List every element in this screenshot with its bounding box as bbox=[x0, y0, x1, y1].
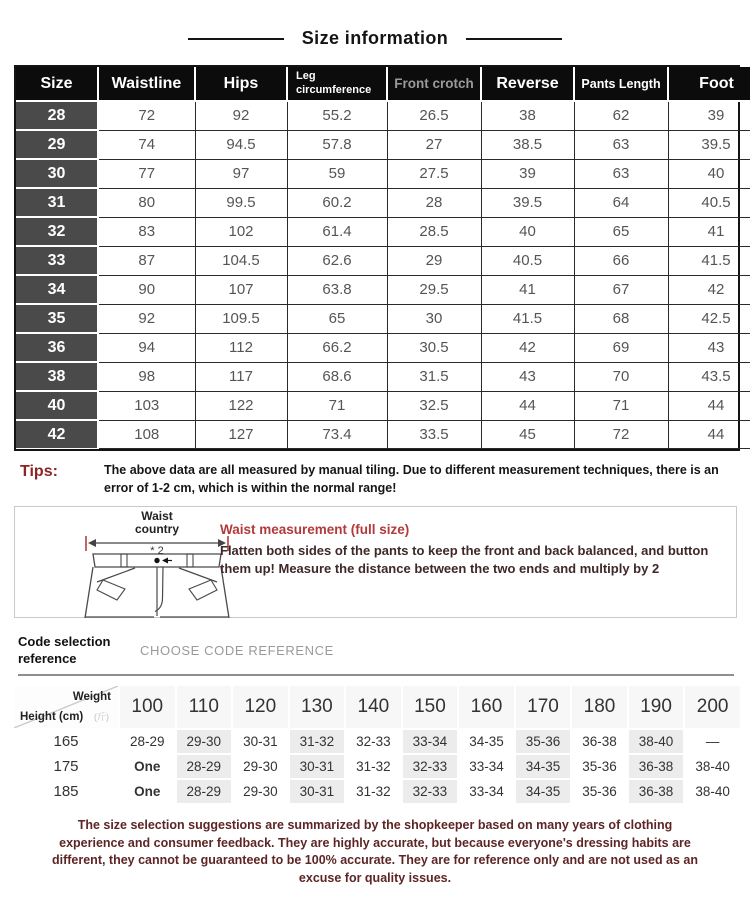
size-row bbox=[16, 275, 750, 304]
measurement-cell: 122 bbox=[195, 391, 287, 420]
tips-section bbox=[20, 461, 730, 499]
col-header-pants-length: Pants Length bbox=[574, 67, 668, 101]
tips-text: The above data are all measured by manual tiling. Due to different measurement techniques, there is an error of 1-2 cm, which is within the normal range! bbox=[104, 462, 719, 496]
weight-header-100: 100 bbox=[120, 686, 175, 728]
measurement-cell: 27.5 bbox=[387, 159, 481, 188]
waist-country-label bbox=[77, 510, 237, 536]
measurement-cell: 38 bbox=[481, 101, 574, 130]
size-table-wrap bbox=[14, 65, 740, 451]
measurement-cell: 104.5 bbox=[195, 246, 287, 275]
measurement-cell: 39.5 bbox=[668, 130, 750, 159]
measurement-cell: 109.5 bbox=[195, 304, 287, 333]
code-cell: 34-35 bbox=[459, 730, 514, 753]
measurement-cell: 44 bbox=[668, 391, 750, 420]
measurement-cell: 63 bbox=[574, 130, 668, 159]
size-cell: 28 bbox=[16, 101, 98, 130]
waist-measurement-box bbox=[14, 506, 737, 618]
measurement-cell: 42 bbox=[668, 275, 750, 304]
corner-cell bbox=[14, 686, 118, 728]
title-row bbox=[0, 0, 750, 49]
measurement-cell: 32.5 bbox=[387, 391, 481, 420]
measurement-cell: 68.6 bbox=[287, 362, 387, 391]
size-row bbox=[16, 246, 750, 275]
size-row bbox=[16, 101, 750, 130]
col-header-leg-circumference: Leg circumference bbox=[287, 67, 387, 101]
size-row bbox=[16, 159, 750, 188]
measurement-cell: 70 bbox=[574, 362, 668, 391]
code-cell: 28-29 bbox=[177, 780, 232, 803]
code-cell: 33-34 bbox=[403, 730, 458, 753]
size-cell: 38 bbox=[16, 362, 98, 391]
measurement-cell: 29.5 bbox=[387, 275, 481, 304]
size-row bbox=[16, 362, 750, 391]
code-cell: 28-29 bbox=[177, 755, 232, 778]
measurement-cell: 43.5 bbox=[668, 362, 750, 391]
measurement-cell: 108 bbox=[98, 420, 195, 448]
waist-heading: Waist measurement (full size) bbox=[220, 522, 410, 537]
size-cell: 30 bbox=[16, 159, 98, 188]
code-cell: 34-35 bbox=[516, 755, 571, 778]
measurement-cell: 92 bbox=[195, 101, 287, 130]
weight-header-110: 110 bbox=[177, 686, 232, 728]
code-subtitle: CHOOSE CODE REFERENCE bbox=[140, 643, 334, 659]
measurement-cell: 59 bbox=[287, 159, 387, 188]
size-row bbox=[16, 333, 750, 362]
code-cell: 38-40 bbox=[685, 755, 740, 778]
code-cell: — bbox=[685, 730, 740, 753]
measurement-cell: 61.4 bbox=[287, 217, 387, 246]
size-cell: 33 bbox=[16, 246, 98, 275]
measurement-cell: 42.5 bbox=[668, 304, 750, 333]
measurement-cell: 62 bbox=[574, 101, 668, 130]
weight-header-160: 160 bbox=[459, 686, 514, 728]
measurement-cell: 42 bbox=[481, 333, 574, 362]
size-cell: 35 bbox=[16, 304, 98, 333]
weight-header-130: 130 bbox=[290, 686, 345, 728]
code-cell: 31-32 bbox=[290, 730, 345, 753]
code-cell: 35-36 bbox=[516, 730, 571, 753]
code-selection-title bbox=[18, 634, 122, 668]
measurement-cell: 67 bbox=[574, 275, 668, 304]
code-cell: 36-38 bbox=[572, 730, 627, 753]
measurement-cell: 99.5 bbox=[195, 188, 287, 217]
size-cell: 29 bbox=[16, 130, 98, 159]
size-row bbox=[16, 391, 750, 420]
size-cell: 34 bbox=[16, 275, 98, 304]
height-cell: 165 bbox=[14, 730, 118, 753]
measurement-cell: 80 bbox=[98, 188, 195, 217]
tips-label: Tips: bbox=[20, 462, 58, 480]
measurement-cell: 107 bbox=[195, 275, 287, 304]
measurement-cell: 43 bbox=[668, 333, 750, 362]
measurement-cell: 27 bbox=[387, 130, 481, 159]
page-title: Size information bbox=[301, 28, 449, 48]
size-cell: 36 bbox=[16, 333, 98, 362]
measurement-cell: 28.5 bbox=[387, 217, 481, 246]
weight-header-190: 190 bbox=[629, 686, 684, 728]
code-row-185 bbox=[14, 780, 740, 803]
weight-header-200: 200 bbox=[685, 686, 740, 728]
measurement-cell: 98 bbox=[98, 362, 195, 391]
measurement-cell: 40.5 bbox=[481, 246, 574, 275]
corner-height-label: Height (cm) bbox=[20, 710, 84, 723]
code-cell: 33-34 bbox=[459, 755, 514, 778]
col-header-size: Size bbox=[16, 67, 98, 101]
measurement-cell: 77 bbox=[98, 159, 195, 188]
height-cell: 175 bbox=[14, 755, 118, 778]
measurement-cell: 74 bbox=[98, 130, 195, 159]
weight-header-180: 180 bbox=[572, 686, 627, 728]
measurement-cell: 102 bbox=[195, 217, 287, 246]
col-header-waistline: Waistline bbox=[98, 67, 195, 101]
measurement-cell: 117 bbox=[195, 362, 287, 391]
measurement-cell: 68 bbox=[574, 304, 668, 333]
measurement-cell: 62.6 bbox=[287, 246, 387, 275]
measurement-cell: 43 bbox=[481, 362, 574, 391]
code-cell: 35-36 bbox=[572, 780, 627, 803]
measurement-cell: 94.5 bbox=[195, 130, 287, 159]
measurement-cell: 103 bbox=[98, 391, 195, 420]
code-cell: 30-31 bbox=[290, 755, 345, 778]
measurement-cell: 63.8 bbox=[287, 275, 387, 304]
size-table bbox=[16, 67, 750, 449]
measurement-cell: 31.5 bbox=[387, 362, 481, 391]
measurement-cell: 94 bbox=[98, 333, 195, 362]
code-cell: 29-30 bbox=[233, 755, 288, 778]
measurement-cell: 72 bbox=[98, 101, 195, 130]
code-cell: 36-38 bbox=[629, 780, 684, 803]
measurement-cell: 41.5 bbox=[481, 304, 574, 333]
measurement-cell: 64 bbox=[574, 188, 668, 217]
measurement-cell: 29 bbox=[387, 246, 481, 275]
measurement-cell: 71 bbox=[287, 391, 387, 420]
measurement-cell: 65 bbox=[287, 304, 387, 333]
measurement-cell: 39.5 bbox=[481, 188, 574, 217]
measurement-cell: 71 bbox=[574, 391, 668, 420]
measurement-cell: 28 bbox=[387, 188, 481, 217]
corner-weight-label: Weight bbox=[72, 690, 111, 703]
measurement-cell: 127 bbox=[195, 420, 287, 448]
measurement-cell: 30 bbox=[387, 304, 481, 333]
weight-header-140: 140 bbox=[346, 686, 401, 728]
measurement-cell: 40 bbox=[481, 217, 574, 246]
waist-body-text: Flatten both sides of the pants to keep the front and back balanced, and button them up! Measure the distance between the two ends and multiply by 2 bbox=[220, 543, 709, 577]
measurement-cell: 63 bbox=[574, 159, 668, 188]
code-cell: 38-40 bbox=[629, 730, 684, 753]
waist-label-line1: Waist bbox=[141, 509, 173, 523]
code-cell: 29-30 bbox=[233, 780, 288, 803]
size-table-header-row bbox=[16, 67, 750, 101]
measurement-cell: 57.8 bbox=[287, 130, 387, 159]
size-row bbox=[16, 420, 750, 448]
code-cell: 30-31 bbox=[233, 730, 288, 753]
measurement-cell: 30.5 bbox=[387, 333, 481, 362]
size-row bbox=[16, 188, 750, 217]
code-row-175 bbox=[14, 755, 740, 778]
size-cell: 40 bbox=[16, 391, 98, 420]
measurement-cell: 92 bbox=[98, 304, 195, 333]
weight-header-170: 170 bbox=[516, 686, 571, 728]
measurement-cell: 90 bbox=[98, 275, 195, 304]
code-reference-table bbox=[12, 684, 742, 805]
waist-instructions bbox=[220, 521, 725, 579]
code-row-165 bbox=[14, 730, 740, 753]
weight-header-150: 150 bbox=[403, 686, 458, 728]
measurement-cell: 33.5 bbox=[387, 420, 481, 448]
measurement-cell: 44 bbox=[668, 420, 750, 448]
measurement-cell: 69 bbox=[574, 333, 668, 362]
size-cell: 32 bbox=[16, 217, 98, 246]
measurement-cell: 26.5 bbox=[387, 101, 481, 130]
measurement-cell: 66 bbox=[574, 246, 668, 275]
measurement-cell: 39 bbox=[481, 159, 574, 188]
code-cell: One bbox=[120, 755, 175, 778]
measurement-cell: 65 bbox=[574, 217, 668, 246]
pants-diagram bbox=[77, 510, 237, 616]
col-header-reverse: Reverse bbox=[481, 67, 574, 101]
measurement-cell: 40.5 bbox=[668, 188, 750, 217]
size-row bbox=[16, 217, 750, 246]
size-row bbox=[16, 304, 750, 333]
measurement-cell: 45 bbox=[481, 420, 574, 448]
measurement-cell: 66.2 bbox=[287, 333, 387, 362]
col-header-foot: Foot bbox=[668, 67, 750, 101]
code-selection-header bbox=[18, 634, 734, 676]
code-cell: 32-33 bbox=[403, 780, 458, 803]
measurement-cell: 97 bbox=[195, 159, 287, 188]
measurement-cell: 38.5 bbox=[481, 130, 574, 159]
measurement-cell: 40 bbox=[668, 159, 750, 188]
measurement-cell: 39 bbox=[668, 101, 750, 130]
code-cell: 31-32 bbox=[346, 755, 401, 778]
corner-unit-label: (斤) bbox=[94, 711, 109, 722]
code-cell: 29-30 bbox=[177, 730, 232, 753]
measurement-cell: 87 bbox=[98, 246, 195, 275]
size-cell: 31 bbox=[16, 188, 98, 217]
measurement-cell: 41.5 bbox=[668, 246, 750, 275]
code-cell: 32-33 bbox=[346, 730, 401, 753]
measurement-cell: 41 bbox=[668, 217, 750, 246]
waist-label-line2: country bbox=[134, 522, 179, 537]
code-table-header-row bbox=[14, 686, 740, 728]
disclaimer-text: The size selection suggestions are summarized by the shopkeeper based on many years of clothing experience and consumer feedback. They are highly accurate, but because everyone's dressing habits are different, they cannot be guaranteed to be 100% accurate. They are for reference only and are not used as an excuse for quality issues. bbox=[51, 817, 699, 886]
measurement-cell: 41 bbox=[481, 275, 574, 304]
code-cell: 34-35 bbox=[516, 780, 571, 803]
code-cell: 32-33 bbox=[403, 755, 458, 778]
title-rule-right bbox=[466, 38, 562, 40]
col-header-front-crotch: Front crotch bbox=[387, 67, 481, 101]
code-title-line1: Code selection bbox=[18, 634, 111, 649]
measurement-cell: 44 bbox=[481, 391, 574, 420]
measurement-cell: 83 bbox=[98, 217, 195, 246]
weight-header-120: 120 bbox=[233, 686, 288, 728]
col-header-hips: Hips bbox=[195, 67, 287, 101]
measurement-cell: 60.2 bbox=[287, 188, 387, 217]
code-cell: 38-40 bbox=[685, 780, 740, 803]
title-rule-left bbox=[188, 38, 284, 40]
code-cell: 36-38 bbox=[629, 755, 684, 778]
measurement-cell: 55.2 bbox=[287, 101, 387, 130]
code-cell: One bbox=[120, 780, 175, 803]
code-cell: 28-29 bbox=[120, 730, 175, 753]
measurement-cell: 112 bbox=[195, 333, 287, 362]
measurement-cell: 73.4 bbox=[287, 420, 387, 448]
height-cell: 185 bbox=[14, 780, 118, 803]
code-cell: 30-31 bbox=[290, 780, 345, 803]
size-cell: 42 bbox=[16, 420, 98, 448]
code-cell: 33-34 bbox=[459, 780, 514, 803]
code-cell: 35-36 bbox=[572, 755, 627, 778]
multiply-by-two-label: * 2 bbox=[150, 545, 164, 557]
measurement-cell: 72 bbox=[574, 420, 668, 448]
code-title-line2: reference bbox=[18, 650, 77, 666]
code-cell: 31-32 bbox=[346, 780, 401, 803]
size-row bbox=[16, 130, 750, 159]
